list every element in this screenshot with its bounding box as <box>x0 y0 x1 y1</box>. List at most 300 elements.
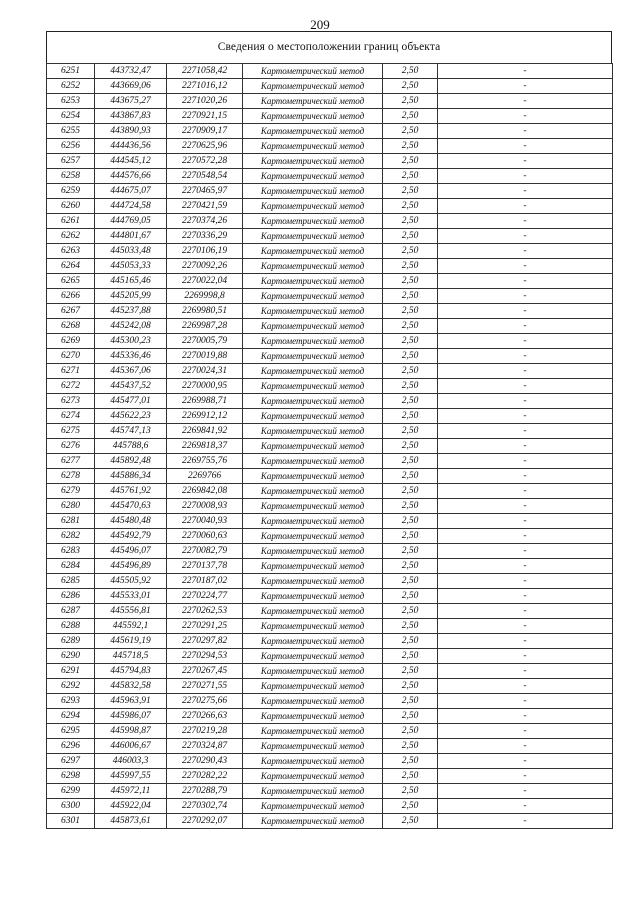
y-coordinate-cell: 2270000,95 <box>167 379 243 394</box>
note-cell: - <box>438 394 613 409</box>
table-row <box>47 349 613 364</box>
method-cell: Картометрический метод <box>243 784 383 799</box>
x-coordinate-cell: 445556,81 <box>95 604 167 619</box>
table-row <box>47 574 613 589</box>
y-coordinate-cell: 2269988,71 <box>167 394 243 409</box>
y-coordinate-cell: 2269841,92 <box>167 424 243 439</box>
x-coordinate-cell: 444769,05 <box>95 214 167 229</box>
method-cell: Картометрический метод <box>243 664 383 679</box>
table-row <box>47 769 613 784</box>
precision-cell: 2,50 <box>383 784 438 799</box>
page-number: 209 <box>310 17 330 32</box>
y-coordinate-cell: 2270294,53 <box>167 649 243 664</box>
y-coordinate-cell: 2270290,43 <box>167 754 243 769</box>
x-coordinate-cell: 444576,66 <box>95 169 167 184</box>
method-cell: Картометрический метод <box>243 679 383 694</box>
point-number-cell: 6269 <box>47 334 95 349</box>
point-number-cell: 6264 <box>47 259 95 274</box>
note-cell: - <box>438 64 613 79</box>
y-coordinate-cell: 2269980,51 <box>167 304 243 319</box>
precision-cell: 2,50 <box>383 229 438 244</box>
y-coordinate-cell: 2270008,93 <box>167 499 243 514</box>
point-number-cell: 6268 <box>47 319 95 334</box>
point-number-cell: 6262 <box>47 229 95 244</box>
method-cell: Картометрический метод <box>243 814 383 829</box>
note-cell: - <box>438 214 613 229</box>
note-cell: - <box>438 814 613 829</box>
method-cell: Картометрический метод <box>243 199 383 214</box>
method-cell: Картометрический метод <box>243 334 383 349</box>
precision-cell: 2,50 <box>383 724 438 739</box>
precision-cell: 2,50 <box>383 259 438 274</box>
y-coordinate-cell: 2269998,8 <box>167 289 243 304</box>
point-number-cell: 6257 <box>47 154 95 169</box>
method-cell: Картометрический метод <box>243 409 383 424</box>
precision-cell: 2,50 <box>383 604 438 619</box>
x-coordinate-cell: 445892,48 <box>95 454 167 469</box>
x-coordinate-cell: 446003,3 <box>95 754 167 769</box>
note-cell: - <box>438 439 613 454</box>
table-row <box>47 364 613 379</box>
table-row <box>47 499 613 514</box>
x-coordinate-cell: 445998,87 <box>95 724 167 739</box>
precision-cell: 2,50 <box>383 289 438 304</box>
precision-cell: 2,50 <box>383 439 438 454</box>
note-cell: - <box>438 709 613 724</box>
precision-cell: 2,50 <box>383 559 438 574</box>
point-number-cell: 6297 <box>47 754 95 769</box>
table-row <box>47 784 613 799</box>
y-coordinate-cell: 2270297,82 <box>167 634 243 649</box>
method-cell: Картометрический метод <box>243 499 383 514</box>
note-cell: - <box>438 514 613 529</box>
precision-cell: 2,50 <box>383 214 438 229</box>
point-number-cell: 6291 <box>47 664 95 679</box>
x-coordinate-cell: 445873,61 <box>95 814 167 829</box>
point-number-cell: 6261 <box>47 214 95 229</box>
point-number-cell: 6265 <box>47 274 95 289</box>
method-cell: Картометрический метод <box>243 109 383 124</box>
note-cell: - <box>438 559 613 574</box>
precision-cell: 2,50 <box>383 634 438 649</box>
table-row <box>47 64 613 79</box>
x-coordinate-cell: 443675,27 <box>95 94 167 109</box>
precision-cell: 2,50 <box>383 64 438 79</box>
note-cell: - <box>438 79 613 94</box>
method-cell: Картометрический метод <box>243 124 383 139</box>
x-coordinate-cell: 445477,01 <box>95 394 167 409</box>
y-coordinate-cell: 2269912,12 <box>167 409 243 424</box>
table-row <box>47 679 613 694</box>
precision-cell: 2,50 <box>383 349 438 364</box>
table-row <box>47 244 613 259</box>
table-row <box>47 259 613 274</box>
precision-cell: 2,50 <box>383 619 438 634</box>
precision-cell: 2,50 <box>383 334 438 349</box>
method-cell: Картометрический метод <box>243 424 383 439</box>
note-cell: - <box>438 124 613 139</box>
point-number-cell: 6296 <box>47 739 95 754</box>
precision-cell: 2,50 <box>383 184 438 199</box>
note-cell: - <box>438 604 613 619</box>
y-coordinate-cell: 2270219,28 <box>167 724 243 739</box>
table-row <box>47 409 613 424</box>
precision-cell: 2,50 <box>383 199 438 214</box>
precision-cell: 2,50 <box>383 454 438 469</box>
table-row <box>47 739 613 754</box>
point-number-cell: 6253 <box>47 94 95 109</box>
note-cell: - <box>438 274 613 289</box>
y-coordinate-cell: 2271016,12 <box>167 79 243 94</box>
table-row <box>47 184 613 199</box>
note-cell: - <box>438 379 613 394</box>
precision-cell: 2,50 <box>383 664 438 679</box>
point-number-cell: 6301 <box>47 814 95 829</box>
precision-cell: 2,50 <box>383 694 438 709</box>
table-row <box>47 274 613 289</box>
precision-cell: 2,50 <box>383 124 438 139</box>
x-coordinate-cell: 445505,92 <box>95 574 167 589</box>
method-cell: Картометрический метод <box>243 574 383 589</box>
note-cell: - <box>438 754 613 769</box>
point-number-cell: 6274 <box>47 409 95 424</box>
precision-cell: 2,50 <box>383 739 438 754</box>
method-cell: Картометрический метод <box>243 259 383 274</box>
table-row <box>47 394 613 409</box>
note-cell: - <box>438 574 613 589</box>
precision-cell: 2,50 <box>383 109 438 124</box>
precision-cell: 2,50 <box>383 679 438 694</box>
x-coordinate-cell: 444724,58 <box>95 199 167 214</box>
table-row <box>47 619 613 634</box>
y-coordinate-cell: 2270336,29 <box>167 229 243 244</box>
y-coordinate-cell: 2270572,28 <box>167 154 243 169</box>
y-coordinate-cell: 2270909,17 <box>167 124 243 139</box>
x-coordinate-cell: 445997,55 <box>95 769 167 784</box>
note-cell: - <box>438 634 613 649</box>
note-cell: - <box>438 109 613 124</box>
point-number-cell: 6289 <box>47 634 95 649</box>
table-row <box>47 544 613 559</box>
table-row <box>47 514 613 529</box>
note-cell: - <box>438 319 613 334</box>
method-cell: Картометрический метод <box>243 304 383 319</box>
method-cell: Картометрический метод <box>243 349 383 364</box>
precision-cell: 2,50 <box>383 154 438 169</box>
point-number-cell: 6295 <box>47 724 95 739</box>
precision-cell: 2,50 <box>383 769 438 784</box>
x-coordinate-cell: 445788,6 <box>95 439 167 454</box>
table-row <box>47 424 613 439</box>
point-number-cell: 6277 <box>47 454 95 469</box>
method-cell: Картометрический метод <box>243 184 383 199</box>
point-number-cell: 6272 <box>47 379 95 394</box>
table-row <box>47 79 613 94</box>
y-coordinate-cell: 2270302,74 <box>167 799 243 814</box>
note-cell: - <box>438 349 613 364</box>
table-row <box>47 439 613 454</box>
point-number-cell: 6281 <box>47 514 95 529</box>
table-row <box>47 229 613 244</box>
precision-cell: 2,50 <box>383 409 438 424</box>
precision-cell: 2,50 <box>383 244 438 259</box>
point-number-cell: 6279 <box>47 484 95 499</box>
y-coordinate-cell: 2269842,08 <box>167 484 243 499</box>
x-coordinate-cell: 445437,52 <box>95 379 167 394</box>
y-coordinate-cell: 2270019,88 <box>167 349 243 364</box>
table-row <box>47 124 613 139</box>
point-number-cell: 6300 <box>47 799 95 814</box>
point-number-cell: 6287 <box>47 604 95 619</box>
x-coordinate-cell: 445033,48 <box>95 244 167 259</box>
table-row <box>47 94 613 109</box>
point-number-cell: 6263 <box>47 244 95 259</box>
x-coordinate-cell: 445832,58 <box>95 679 167 694</box>
method-cell: Картометрический метод <box>243 79 383 94</box>
precision-cell: 2,50 <box>383 709 438 724</box>
x-coordinate-cell: 443890,93 <box>95 124 167 139</box>
method-cell: Картометрический метод <box>243 379 383 394</box>
table-row <box>47 379 613 394</box>
x-coordinate-cell: 445496,07 <box>95 544 167 559</box>
table-row <box>47 484 613 499</box>
y-coordinate-cell: 2270005,79 <box>167 334 243 349</box>
method-cell: Картометрический метод <box>243 94 383 109</box>
note-cell: - <box>438 304 613 319</box>
precision-cell: 2,50 <box>383 589 438 604</box>
note-cell: - <box>438 364 613 379</box>
x-coordinate-cell: 445592,1 <box>95 619 167 634</box>
method-cell: Картометрический метод <box>243 244 383 259</box>
method-cell: Картометрический метод <box>243 289 383 304</box>
y-coordinate-cell: 2270288,79 <box>167 784 243 799</box>
note-cell: - <box>438 664 613 679</box>
x-coordinate-cell: 445622,23 <box>95 409 167 424</box>
x-coordinate-cell: 445963,91 <box>95 694 167 709</box>
table-row <box>47 289 613 304</box>
table-row <box>47 304 613 319</box>
method-cell: Картометрический метод <box>243 169 383 184</box>
x-coordinate-cell: 445237,88 <box>95 304 167 319</box>
y-coordinate-cell: 2269818,37 <box>167 439 243 454</box>
note-cell: - <box>438 199 613 214</box>
precision-cell: 2,50 <box>383 814 438 829</box>
x-coordinate-cell: 444545,12 <box>95 154 167 169</box>
x-coordinate-cell: 443732,47 <box>95 64 167 79</box>
precision-cell: 2,50 <box>383 514 438 529</box>
precision-cell: 2,50 <box>383 94 438 109</box>
point-number-cell: 6266 <box>47 289 95 304</box>
table-row <box>47 694 613 709</box>
y-coordinate-cell: 2270266,63 <box>167 709 243 724</box>
note-cell: - <box>438 619 613 634</box>
method-cell: Картометрический метод <box>243 589 383 604</box>
table-row <box>47 634 613 649</box>
y-coordinate-cell: 2270374,26 <box>167 214 243 229</box>
precision-cell: 2,50 <box>383 574 438 589</box>
coordinates-table <box>46 63 613 829</box>
method-cell: Картометрический метод <box>243 559 383 574</box>
x-coordinate-cell: 445165,46 <box>95 274 167 289</box>
table-row <box>47 334 613 349</box>
x-coordinate-cell: 445922,04 <box>95 799 167 814</box>
note-cell: - <box>438 154 613 169</box>
x-coordinate-cell: 445492,79 <box>95 529 167 544</box>
point-number-cell: 6251 <box>47 64 95 79</box>
precision-cell: 2,50 <box>383 319 438 334</box>
method-cell: Картометрический метод <box>243 274 383 289</box>
y-coordinate-cell: 2270187,02 <box>167 574 243 589</box>
table-row <box>47 529 613 544</box>
y-coordinate-cell: 2269766 <box>167 469 243 484</box>
point-number-cell: 6252 <box>47 79 95 94</box>
point-number-cell: 6254 <box>47 109 95 124</box>
x-coordinate-cell: 445761,92 <box>95 484 167 499</box>
method-cell: Картометрический метод <box>243 319 383 334</box>
method-cell: Картометрический метод <box>243 364 383 379</box>
note-cell: - <box>438 784 613 799</box>
x-coordinate-cell: 445470,63 <box>95 499 167 514</box>
precision-cell: 2,50 <box>383 544 438 559</box>
y-coordinate-cell: 2270224,77 <box>167 589 243 604</box>
method-cell: Картометрический метод <box>243 229 383 244</box>
method-cell: Картометрический метод <box>243 64 383 79</box>
point-number-cell: 6255 <box>47 124 95 139</box>
precision-cell: 2,50 <box>383 424 438 439</box>
table-row <box>47 199 613 214</box>
point-number-cell: 6256 <box>47 139 95 154</box>
point-number-cell: 6259 <box>47 184 95 199</box>
y-coordinate-cell: 2270548,54 <box>167 169 243 184</box>
x-coordinate-cell: 445986,07 <box>95 709 167 724</box>
note-cell: - <box>438 649 613 664</box>
point-number-cell: 6273 <box>47 394 95 409</box>
method-cell: Картометрический метод <box>243 544 383 559</box>
point-number-cell: 6260 <box>47 199 95 214</box>
note-cell: - <box>438 679 613 694</box>
note-cell: - <box>438 694 613 709</box>
y-coordinate-cell: 2270092,26 <box>167 259 243 274</box>
note-cell: - <box>438 739 613 754</box>
method-cell: Картометрический метод <box>243 214 383 229</box>
note-cell: - <box>438 139 613 154</box>
x-coordinate-cell: 445242,08 <box>95 319 167 334</box>
table-row <box>47 649 613 664</box>
table-row <box>47 799 613 814</box>
table-row <box>47 154 613 169</box>
y-coordinate-cell: 2270022,04 <box>167 274 243 289</box>
boundary-table-sheet <box>46 31 612 829</box>
method-cell: Картометрический метод <box>243 394 383 409</box>
y-coordinate-cell: 2270082,79 <box>167 544 243 559</box>
point-number-cell: 6270 <box>47 349 95 364</box>
note-cell: - <box>438 334 613 349</box>
x-coordinate-cell: 444436,56 <box>95 139 167 154</box>
precision-cell: 2,50 <box>383 649 438 664</box>
table-row <box>47 604 613 619</box>
note-cell: - <box>438 724 613 739</box>
point-number-cell: 6292 <box>47 679 95 694</box>
x-coordinate-cell: 445972,11 <box>95 784 167 799</box>
method-cell: Картометрический метод <box>243 694 383 709</box>
x-coordinate-cell: 445718,5 <box>95 649 167 664</box>
precision-cell: 2,50 <box>383 379 438 394</box>
point-number-cell: 6286 <box>47 589 95 604</box>
y-coordinate-cell: 2270282,22 <box>167 769 243 784</box>
precision-cell: 2,50 <box>383 364 438 379</box>
table-row <box>47 469 613 484</box>
table-row <box>47 589 613 604</box>
table-row <box>47 724 613 739</box>
note-cell: - <box>438 769 613 784</box>
method-cell: Картометрический метод <box>243 619 383 634</box>
x-coordinate-cell: 443867,83 <box>95 109 167 124</box>
y-coordinate-cell: 2269755,76 <box>167 454 243 469</box>
x-coordinate-cell: 444675,07 <box>95 184 167 199</box>
method-cell: Картометрический метод <box>243 724 383 739</box>
precision-cell: 2,50 <box>383 304 438 319</box>
y-coordinate-cell: 2270024,31 <box>167 364 243 379</box>
x-coordinate-cell: 446006,67 <box>95 739 167 754</box>
table-row <box>47 814 613 829</box>
y-coordinate-cell: 2270921,15 <box>167 109 243 124</box>
note-cell: - <box>438 94 613 109</box>
precision-cell: 2,50 <box>383 484 438 499</box>
method-cell: Картометрический метод <box>243 454 383 469</box>
y-coordinate-cell: 2270625,96 <box>167 139 243 154</box>
x-coordinate-cell: 445533,01 <box>95 589 167 604</box>
precision-cell: 2,50 <box>383 79 438 94</box>
point-number-cell: 6284 <box>47 559 95 574</box>
method-cell: Картометрический метод <box>243 649 383 664</box>
y-coordinate-cell: 2270465,97 <box>167 184 243 199</box>
precision-cell: 2,50 <box>383 754 438 769</box>
table-row <box>47 754 613 769</box>
note-cell: - <box>438 499 613 514</box>
method-cell: Картометрический метод <box>243 154 383 169</box>
point-number-cell: 6283 <box>47 544 95 559</box>
table-row <box>47 559 613 574</box>
method-cell: Картометрический метод <box>243 469 383 484</box>
note-cell: - <box>438 589 613 604</box>
table-row <box>47 709 613 724</box>
x-coordinate-cell: 445300,23 <box>95 334 167 349</box>
y-coordinate-cell: 2270267,45 <box>167 664 243 679</box>
x-coordinate-cell: 445053,33 <box>95 259 167 274</box>
precision-cell: 2,50 <box>383 499 438 514</box>
y-coordinate-cell: 2271020,26 <box>167 94 243 109</box>
x-coordinate-cell: 445747,13 <box>95 424 167 439</box>
point-number-cell: 6258 <box>47 169 95 184</box>
point-number-cell: 6282 <box>47 529 95 544</box>
y-coordinate-cell: 2269987,28 <box>167 319 243 334</box>
y-coordinate-cell: 2270271,55 <box>167 679 243 694</box>
precision-cell: 2,50 <box>383 139 438 154</box>
precision-cell: 2,50 <box>383 529 438 544</box>
x-coordinate-cell: 445205,99 <box>95 289 167 304</box>
y-coordinate-cell: 2270292,07 <box>167 814 243 829</box>
note-cell: - <box>438 244 613 259</box>
x-coordinate-cell: 445496,89 <box>95 559 167 574</box>
x-coordinate-cell: 445367,06 <box>95 364 167 379</box>
x-coordinate-cell: 445336,46 <box>95 349 167 364</box>
y-coordinate-cell: 2270262,53 <box>167 604 243 619</box>
point-number-cell: 6278 <box>47 469 95 484</box>
note-cell: - <box>438 259 613 274</box>
y-coordinate-cell: 2270324,87 <box>167 739 243 754</box>
x-coordinate-cell: 445794,83 <box>95 664 167 679</box>
point-number-cell: 6271 <box>47 364 95 379</box>
